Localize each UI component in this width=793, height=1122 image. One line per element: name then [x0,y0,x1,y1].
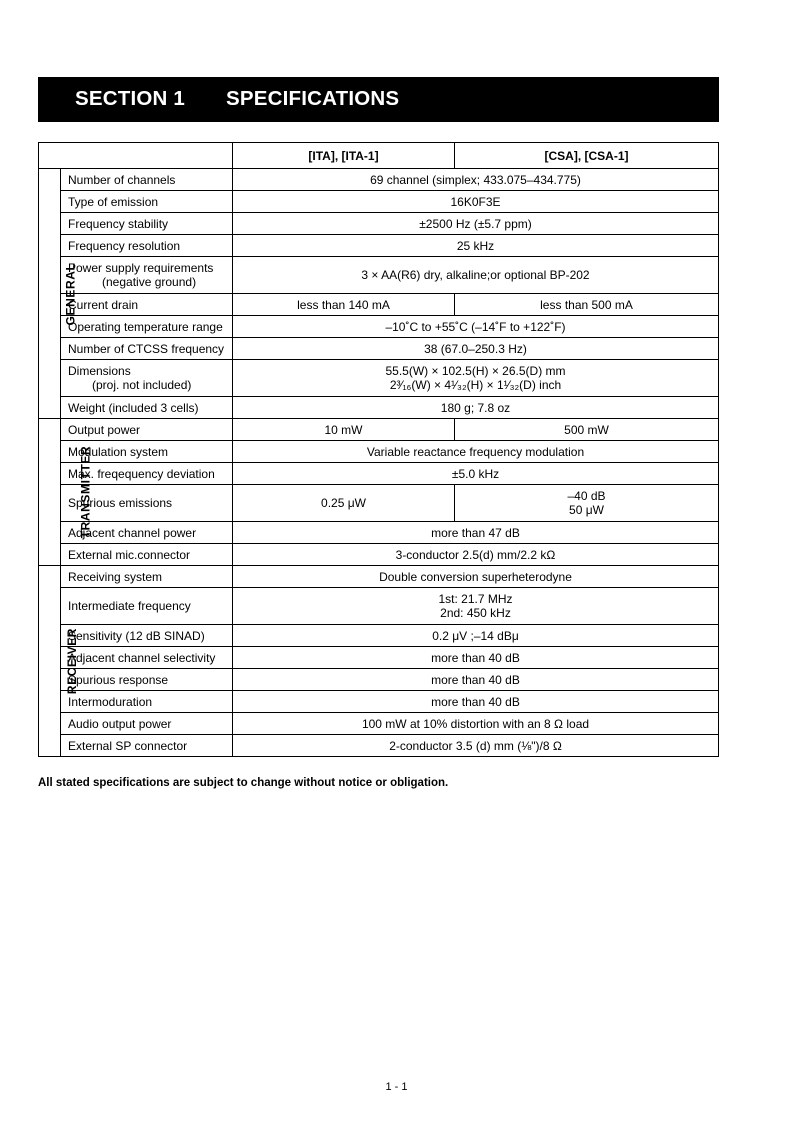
row-label: Spurious response [61,669,233,691]
table-row [39,397,719,419]
row-value: Variable reactance frequency modulation [233,441,719,463]
row-label: Intermoduration [61,691,233,713]
section-header-banner [38,77,719,122]
table-row [39,485,719,522]
row-value-csa: 500 mW [455,419,719,441]
row-value-line: 2³⁄₁₆(W) × 4¹⁄₃₂(H) × 1¹⁄₃₂(D) inch [389,378,562,392]
column-header-ita: [ITA], [ITA-1] [233,143,455,169]
row-label: Modulation system [61,441,233,463]
row-value: more than 47 dB [233,522,719,544]
row-label: Weight (included 3 cells) [61,397,233,419]
row-value-ita: 10 mW [233,419,455,441]
row-value: ±2500 Hz (±5.7 ppm) [233,213,719,235]
row-value-ita: 0.25 μW [233,485,455,522]
row-value [233,360,719,397]
group-label-general: GENERAL [63,262,78,325]
table-row [39,566,719,588]
row-label: Output power [61,419,233,441]
row-value-csa [455,485,719,522]
group-transmitter [39,419,93,566]
row-value [233,588,719,625]
row-label [61,257,233,294]
column-header-csa: [CSA], [CSA-1] [455,143,719,169]
row-label-line: (proj. not included) [92,378,192,392]
row-label: Type of emission [61,191,233,213]
row-label: Receiving system [61,566,233,588]
row-value: ±5.0 kHz [233,463,719,485]
table-row [39,669,719,691]
row-value-line: 2nd: 450 kHz [440,606,511,620]
row-value-line: 1st: 21.7 MHz [438,592,513,606]
row-value: 0.2 μV ;–14 dBμ [233,625,719,647]
row-label: Operating temperature range [61,316,233,338]
table-row [39,544,719,566]
table-row [39,213,719,235]
row-label: Audio output power [61,713,233,735]
row-value: –10˚C to +55˚C (–14˚F to +122˚F) [233,316,719,338]
group-label-receiver: RECEIVER [65,627,80,695]
row-label: Spurious emissions [61,485,233,522]
row-label: Frequency stability [61,213,233,235]
table-row [39,691,719,713]
row-value: more than 40 dB [233,691,719,713]
page-number: 1 - 1 [385,1081,408,1093]
disclaimer-note: All stated specifications are subject to change without notice or obligation. [38,777,449,789]
row-value: 16K0F3E [233,191,719,213]
row-value: 3-conductor 2.5(d) mm/2.2 kΩ [233,544,719,566]
group-general [39,169,78,419]
row-value-ita: less than 140 mA [233,294,455,316]
table-row [39,647,719,669]
row-label: Sensitivity (12 dB SINAD) [61,625,233,647]
row-label [61,360,233,397]
row-value-csa: less than 500 mA [455,294,719,316]
table-row [39,441,719,463]
row-value: more than 40 dB [233,647,719,669]
row-label: Number of channels [61,169,233,191]
row-label-line: (negative ground) [102,275,197,289]
table-row [39,463,719,485]
header-blank-cell [39,143,233,169]
table-row [39,169,719,191]
table-row [39,625,719,647]
table-row [39,294,719,316]
row-label: Frequency resolution [61,235,233,257]
table-row [39,257,719,294]
row-label: Adjacent channel power [61,522,233,544]
row-label: Number of CTCSS frequency [61,338,233,360]
table-row [39,235,719,257]
table-row [39,316,719,338]
section-number: SECTION 1 [75,87,186,110]
row-label-line: Dimensions [68,364,131,378]
row-value: 2-conductor 3.5 (d) mm (⅛")/8 Ω [233,735,719,757]
row-value-line: 50 μW [569,503,604,517]
specifications-table [38,142,719,757]
group-label-transmitter: TRANSMITTER [78,445,93,539]
row-value: 3 × AA(R6) dry, alkaline;or optional BP-202 [233,257,719,294]
table-row [39,338,719,360]
row-value: 180 g; 7.8 oz [233,397,719,419]
table-row [39,713,719,735]
row-value-line: 55.5(W) × 102.5(H) × 26.5(D) mm [385,364,566,378]
section-title: SPECIFICATIONS [226,87,400,110]
row-value-line: –40 dB [567,489,606,503]
group-receiver [39,566,80,757]
row-label: Current drain [61,294,233,316]
table-row [39,735,719,757]
row-value: more than 40 dB [233,669,719,691]
table-row [39,522,719,544]
table-row [39,191,719,213]
row-label-line: Power supply requirements [68,261,214,275]
table-row [39,419,719,441]
table-row [39,588,719,625]
table-header-row [39,143,719,169]
row-label: External SP connector [61,735,233,757]
row-label: Max. freqequency deviation [61,463,233,485]
row-label: Intermediate frequency [61,588,233,625]
row-value: 25 kHz [233,235,719,257]
row-label: Adjacent channel selectivity [61,647,233,669]
row-value: 100 mW at 10% distortion with an 8 Ω load [233,713,719,735]
table-row [39,360,719,397]
row-value: Double conversion superheterodyne [233,566,719,588]
row-value: 38 (67.0–250.3 Hz) [233,338,719,360]
row-value: 69 channel (simplex; 433.075–434.775) [233,169,719,191]
row-label: External mic.connector [61,544,233,566]
